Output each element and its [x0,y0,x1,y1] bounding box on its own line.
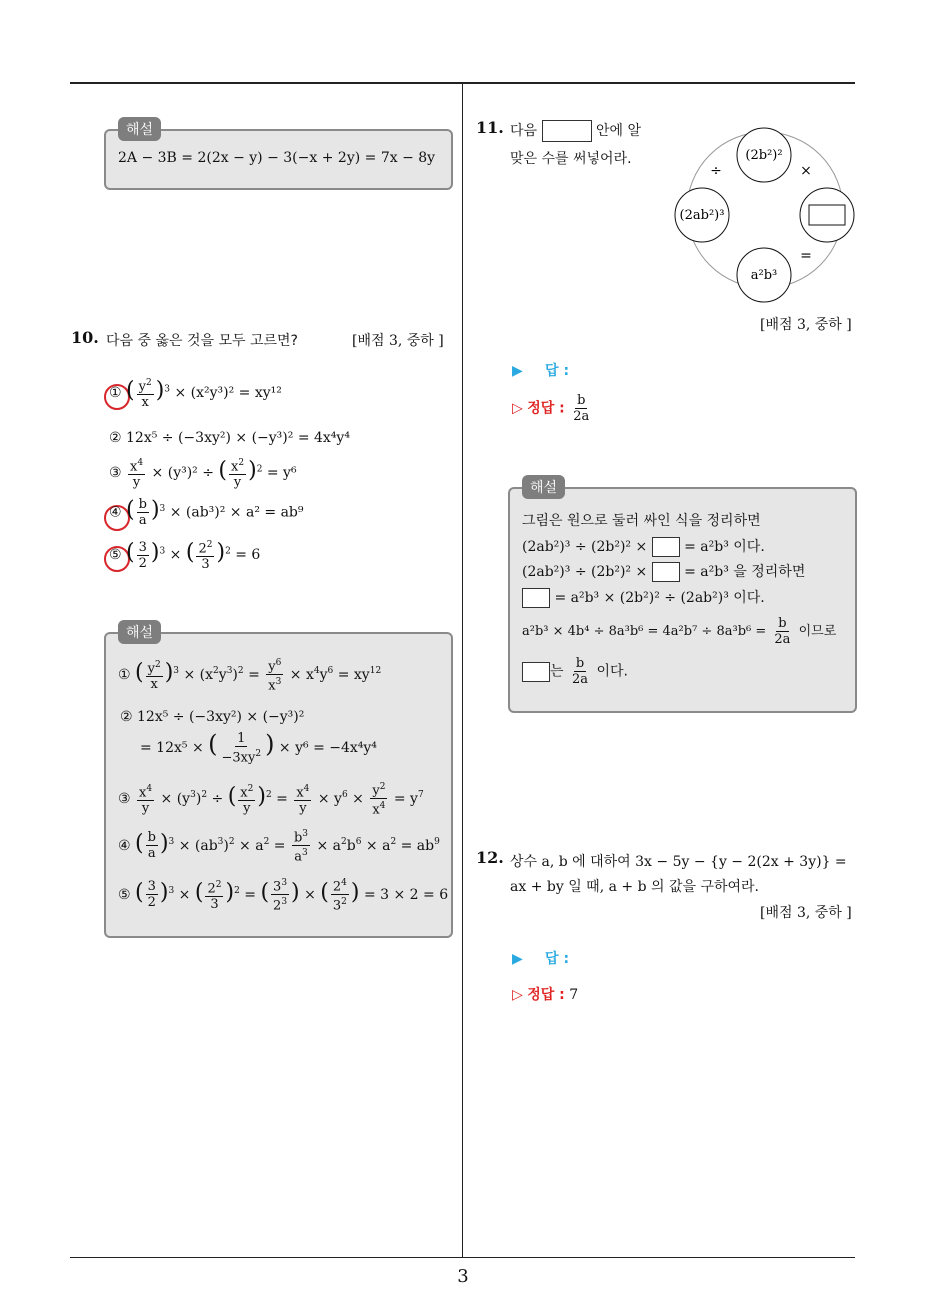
q11-answer-row [512,360,569,380]
correct-label: 정답 : [527,400,565,417]
column-divider [462,83,463,1258]
q10-sol-3: ③ $\frac{x^4}{y}$ × $(y^3)^2$ ÷ ( $\frac{x^2}{y}$ )$^2$ = $\frac{x^4}{y}$ × $y^6$ × $\frac{y^2}{x^4}$ = $y^7$ [118,782,424,818]
fraction: $\frac{2^2}{3}$ [198,540,213,573]
diagram-top-expr: (2b²)² [745,148,783,163]
option-2-expr: 12x⁵ ÷ (−3xy²) × (−y³)² = 4x⁴y⁴ [126,430,350,446]
option-3-mid: × (y³)² ÷ [151,465,214,482]
q12-score: [배점 3, 중하 ] [760,905,852,921]
fraction: $\frac{x^4}{y}$ [130,458,144,491]
q11-sol-line4: = a²b³ × (2b²)² ÷ (2ab²)³ 이다. [522,587,765,608]
q12-text-line2: ax + by 일 때, a + b 의 값을 구하여라. [510,879,760,895]
q10-option-5[interactable]: ⑤ ( $\frac{3}{2}$ )$^3$ × ( $\frac{2^2}{3}$ )$^2$ = 6 [109,539,261,573]
solution-tag: 해설 [118,117,161,141]
q10-option-3[interactable]: ③ $\frac{x^4}{y}$ × (y³)² ÷ ( $\frac{x^2}{y}$ )$^2$ = y⁶ [109,458,297,491]
blank-box [542,120,592,142]
q12-correct-row [512,984,578,1004]
q10-sol-5: ⑤ ( $\frac{3}{2}$ )$^3$ × ( $\frac{2^2}{3}$ )$^2$ = ( $\frac{3^3}{2^3}$ ) × ( $\frac{2^4}{3^2}$ ) = 3 × 2 = 6 [118,878,449,914]
diagram-mul-op: × [800,163,812,179]
q10-sol-4: ④ ( $\frac{b}{a}$ )$^3 \times (ab^3)^2 \times a^2$ = $\frac{b^3}{a^3}$ × $a^2b^6 \times a^2 = ab^9$ [118,829,440,865]
correct-triangle-icon: ▷ [512,987,523,1003]
q11-sol-line1: 그림은 원으로 둘러 싸인 식을 정리하면 [522,513,761,529]
option-4-rest: × (ab³)² × a² = ab⁹ [169,504,304,521]
q10-option-1[interactable]: ① ( $\frac{y^2}{x}$ )$^3$ × (x²y³)² = xy¹² [109,378,282,411]
fraction: $\frac{x^2}{y}$ [231,458,245,491]
q11-sol-line3: (2ab²)³ ÷ (2b²)² × = a²b³ 을 정리하면 [522,564,806,580]
q11-correct-row [512,393,593,424]
q11-text-line2: 맞은 수를 써넣어라. [510,151,632,167]
option-number: ⑤ [109,547,122,564]
q10-sol-1: ① ( $\frac{y^2}{x}$ )$^3 \times (x^2y^3)^2$ = $\frac{y^6}{x^3}$ × $x^4y^6 = xy^{12}$ [118,658,382,694]
diagram-left-expr: (2ab²)³ [679,208,725,223]
option-number: ③ [109,465,122,482]
q9-solution-text: 2A − 3B = 2(2x − y) − 3(−x + 2y) = 7x − 8y [118,150,436,166]
q11-sol-line2: (2ab²)³ ÷ (2b²)² × = a²b³ 이다. [522,539,765,555]
fraction: $\frac{y^2}{x}$ [138,378,152,411]
q11-text-line1: 다음 안에 알 [510,120,641,142]
q10-option-4[interactable]: ④ ( $\frac{b}{a}$ )$^3$ × (ab³)² × a² = ab⁹ [109,497,304,528]
q10-sol-2b: = 12x⁵ × ( $\frac{1}{-3xy^2}$ ) × y⁶ = −4x⁴y⁴ [140,730,377,766]
correct-value: 7 [569,987,579,1003]
option-3-rest: = y⁶ [266,465,297,482]
q10-number: 10. [71,328,99,347]
option-number: ① [109,385,122,402]
q12-text-line1: 상수 a, b 에 대하여 3x − 5y − {y − 2(2x + 3y)} = [510,854,847,870]
q10-sol-2: ② 12x⁵ ÷ (−3xy²) × (−y³)² [120,709,305,725]
answer-triangle-icon: ▶ [512,951,523,967]
option-number: ② [109,430,122,446]
diagram-div-op: ÷ [710,163,722,179]
correct-value: $\frac{b}{2a}$ [573,393,590,424]
diagram-eq-op: = [800,248,812,264]
q11-score: [배점 3, 중하 ] [760,317,852,333]
fraction: $\frac{b}{a}$ [138,497,147,528]
q12-number: 12. [476,848,504,867]
answer-label: 답 : [545,951,570,967]
bottom-rule [70,1257,855,1258]
q10-text: 다음 중 옳은 것을 모두 고르면? [106,333,298,349]
q11-number: 11. [476,118,504,137]
q12-answer-row [512,948,569,968]
diagram-bottom-expr: a²b³ [750,268,778,283]
option-5-rest: = 6 [235,547,261,564]
solution-tag: 해설 [522,475,565,499]
option-1-rest: × (x²y³)² = xy¹² [174,385,282,402]
solution-tag: 해설 [118,620,161,644]
blank-box [522,662,550,682]
q11-sol-line5: a²b³ × 4b⁴ ÷ 8a³b⁶ = 4a²b⁷ ÷ 8a³b⁶ = $\frac{b}{2a}$ 이므로 [522,616,837,647]
correct-label: 정답 : [527,987,565,1003]
q11-sol-line6: 는 $\frac{b}{2a}$ 이다. [522,656,628,687]
q11-circle-diagram [660,118,860,303]
answer-triangle-icon: ▶ [512,363,523,379]
option-number: ④ [109,504,122,521]
q10-option-2[interactable] [109,430,350,446]
q10-score: [배점 3, 중하 ] [352,333,444,349]
blank-box [522,588,550,608]
blank-box [652,537,680,557]
answer-label: 답 : [545,363,570,379]
blank-box [652,562,680,582]
page-number: 3 [457,1266,469,1287]
fraction: $\frac{3}{2}$ [138,539,147,571]
correct-triangle-icon: ▷ [512,400,523,417]
